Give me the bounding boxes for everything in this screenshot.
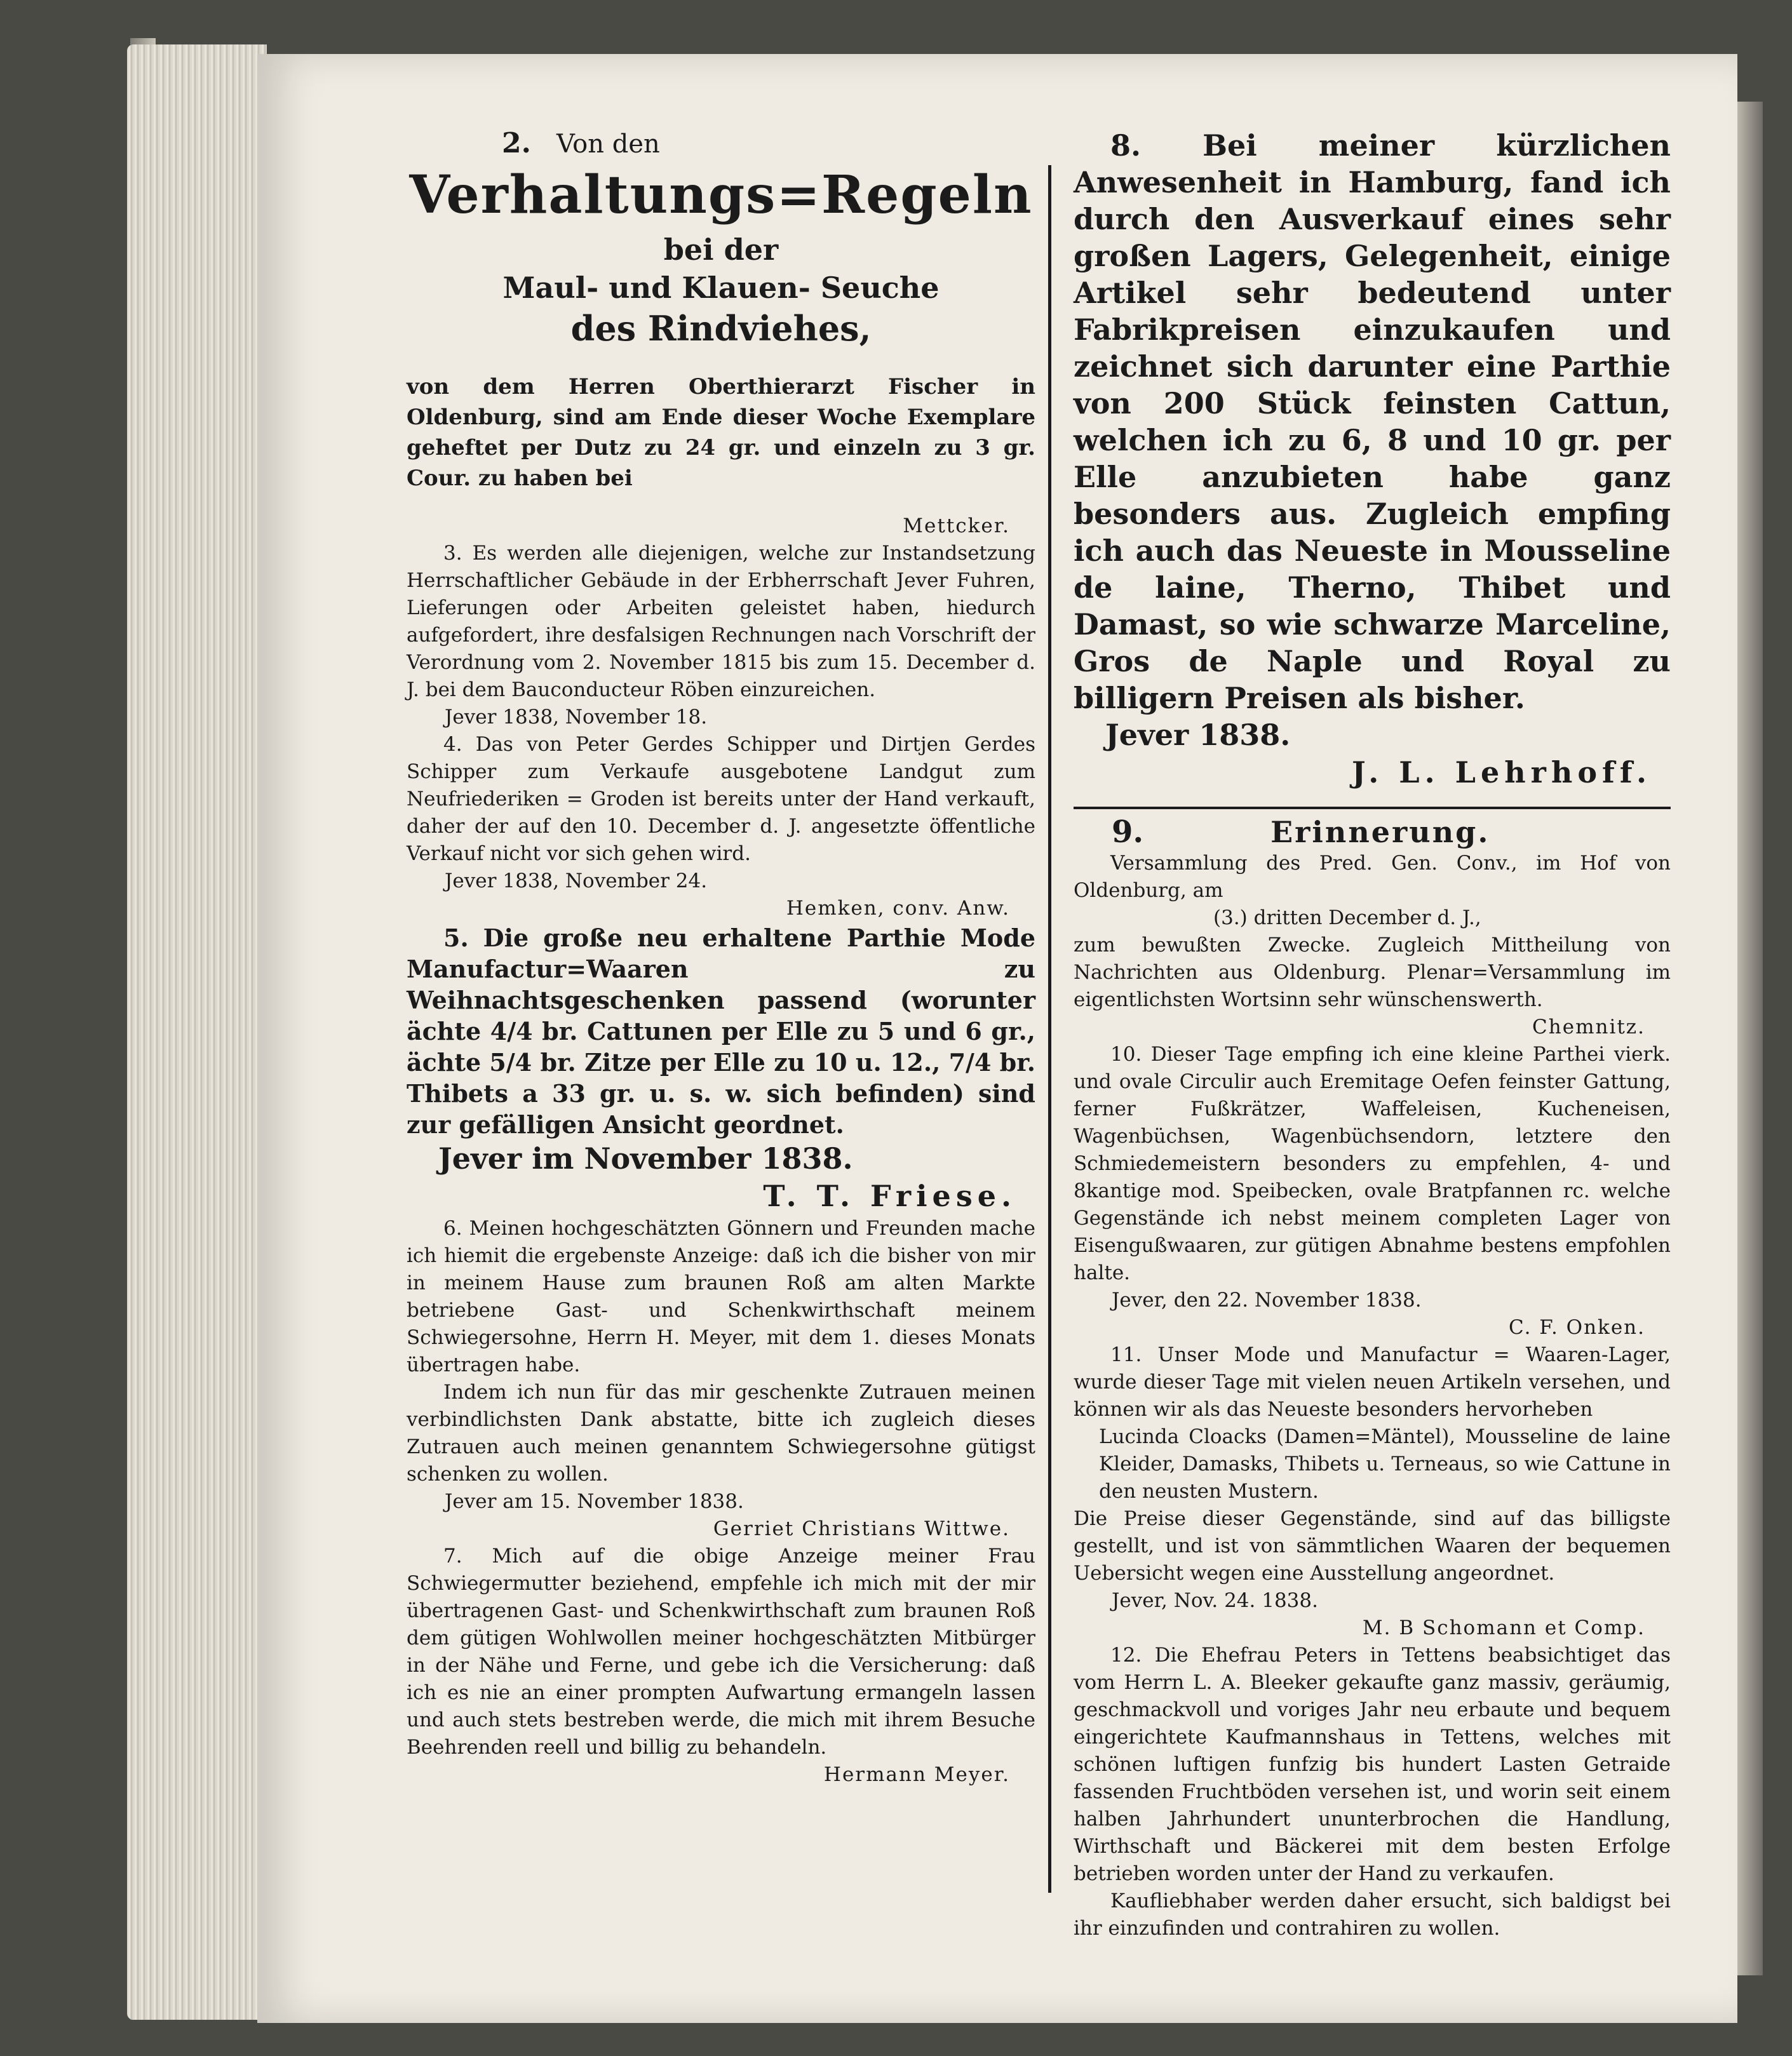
notice-place-date: Jever, den 22. November 1838. <box>1112 1289 1422 1312</box>
notice-4 <box>407 731 1035 922</box>
notice-body: 3. Es werden alle diejenigen, welche zur Instandsetzung Herrschaftlicher Gebäude in der Erbherrschaft Jever Fuhren, Lieferungen oder Arbeiten geleistet haben, hiedurch aufgefordert, ihre desfalsigen Rechnungen nach Vorschrift der Verordnung vom 2. November 1815 bis zum 15. December d. J. bei dem Bauconducteur Röben einzureichen. <box>407 542 1035 701</box>
notice-8 <box>1074 127 1671 791</box>
notice-body: 5. Die große neu erhaltene Parthie Mode Manufactur=Waaren zu Weihnachtsgeschenken passend (worunter ächte 4/4 br. Cattunen per Elle zu 5 und 6 gr., ächte 5/4 br. Zitze per Elle zu 10 u. 12., 7/4 br. Thibets a 33 gr. u. s. w. sich befinden) sind zur gefälligen Ansicht geordnet. <box>407 924 1035 1139</box>
section-rule <box>1074 807 1671 809</box>
page-right-edge <box>1737 102 1763 1975</box>
notice-10 <box>1074 1041 1671 1341</box>
notice-title: Verhaltungs=Regeln <box>409 165 1033 225</box>
notice-signature: C. F. Onken. <box>1508 1316 1645 1339</box>
notice-place-date: Jever im November 1838. <box>438 1141 853 1176</box>
notice-body-continued: Indem ich nun für das mir geschenkte Zutrauen meinen verbindlichsten Dank abstatte, bitte ich zugleich dieses Zutrauen auch meinen genanntem Schwiegersohne gütigst schenken zu wollen. <box>407 1381 1035 1486</box>
notice-5 <box>407 922 1035 1215</box>
notice-signature: T. T. Friese. <box>763 1179 1016 1213</box>
page-stack-edge <box>127 44 267 2020</box>
notice-9 <box>1074 814 1671 1041</box>
notice-signature: Mettcker. <box>903 514 1010 537</box>
notice-signature: Hermann Meyer. <box>823 1763 1010 1786</box>
notice-body: 6. Meinen hochgeschätzten Gönnern und Freunden mache ich hiemit die ergebenste Anzeige: daß ich die bisher von mir in meinem Hause zum braunen Roß am alten Markte betriebene Gast- und Schenkwirthschaft meinem Schwiegersohne, Herrn H. Meyer, mit dem 1. dieses Monats übertragen habe. <box>407 1217 1035 1376</box>
notice-place-date: Jever 1838. <box>1105 718 1291 752</box>
notice-item-list: Lucinda Cloacks (Damen=Mäntel), Mousseline de laine Kleider, Damasks, Thibets u. Terneaus, so wie Cattune in den neusten Mustern. <box>1099 1425 1671 1503</box>
column-divider <box>1048 165 1051 1893</box>
notice-number: 2. <box>502 127 531 159</box>
notice-body: 11. Unser Mode und Manufactur = Waaren-Lager, wurde dieser Tage mit vielen neuen Artikeln versehen, und können wir als das Neueste besonders hervorheben <box>1074 1343 1671 1421</box>
notice-body: 7. Mich auf die obige Anzeige meiner Frau Schwiegermutter beziehend, empfehle ich mich mit der mir übertragenen Gast- und Schenkwirthschaft zum braunen Roß dem gütigen Wohlwollen meiner hochgeschätzten Mitbürger in der Nähe und Ferne, und gebe ich die Versicherung: daß ich es nie an einer prompten Aufwartung ermangeln lassen und auch stets bestreben werde, die mich mit ihrem Besuche Beehrenden reell und billig zu behandeln. <box>407 1545 1035 1759</box>
notice-signature: Chemnitz. <box>1532 1016 1645 1038</box>
notice-body: 8. Bei meiner kürzlichen Anwesenheit in Hamburg, fand ich durch den Ausverkauf eines sehr großen Lagers, Gelegenheit, einige Artikel sehr bedeutend unter Fabrikpreisen einzukaufen und zeichnet sich darunter eine Parthie von 200 Stück feinsten Cattun, welchen ich zu 6, 8 und 10 gr. per Elle anzubieten habe ganz besonders aus. Zugleich empfing ich auch das Neueste in Mousseline de laine, Therno, Thibet und Damast, so wie schwarze Marceline, Gros de Naple und Royal zu billigern Preisen als bisher. <box>1074 128 1671 715</box>
notice-body-continued: Kaufliebhaber werden daher ersucht, sich baldigst bei ihr einzufinden und contrahiren zu wollen. <box>1074 1890 1671 1940</box>
notice-number: 9. <box>1112 814 1144 850</box>
notice-date: (3.) dritten December d. J., <box>1213 906 1481 929</box>
notice-6 <box>407 1215 1035 1543</box>
notice-title: Erinnerung. <box>1270 815 1490 849</box>
notice-3 <box>407 540 1035 731</box>
notice-lead: Von den <box>556 130 660 159</box>
notice-body: 10. Dieser Tage empfing ich eine kleine Parthei vierk. und ovale Circulir auch Eremitage Oefen feinster Gattung, ferner Fußkrätzer, Waffeleisen, Kucheneisen, Wagenbüchsen, Wagenbüchsendorn, letztere den Schmiedemeistern besonders zu empfehlen, 4- und 8kantige mod. Speibecken, ovale Bratpfannen rc. welche Gegenstände ich nebst meinem completen Lager von Eisengußwaaren, zur gütigen Abnahme bestens empfohlen halte. <box>1074 1043 1671 1284</box>
notice-subtitle-2: Maul- und Klauen- Seuche <box>502 271 940 305</box>
notice-2 <box>407 127 1035 540</box>
notice-signature: Gerriet Christians Wittwe. <box>713 1517 1010 1540</box>
notice-7 <box>407 1543 1035 1789</box>
notice-body: Versammlung des Pred. Gen. Conv., im Hof von Oldenburg, am <box>1074 852 1671 902</box>
notice-11 <box>1074 1341 1671 1642</box>
notice-body-continued: Die Preise dieser Gegenstände, sind auf das billigste gestellt, und ist von sämmtlichen Waaren der bequemen Uebersicht wegen eine Ausstellung angeordnet. <box>1074 1507 1671 1585</box>
notice-body: 4. Das von Peter Gerdes Schipper und Dirtjen Gerdes Schipper zum Verkaufe ausgebotene Landgut zum Neufriederiken = Groden ist bereits unter der Hand verkauft, daher der auf den 10. December d. J. angesetzte öffentliche Verkauf nicht vor sich gehen wird. <box>407 733 1035 865</box>
notice-signature: Hemken, conv. Anw. <box>786 897 1010 920</box>
notice-subtitle-3: des Rindviehes, <box>570 308 872 349</box>
notice-place-date: Jever am 15. November 1838. <box>445 1490 744 1513</box>
notice-signature: J. L. Lehrhoff. <box>1352 755 1652 789</box>
notice-body: 12. Die Ehefrau Peters in Tettens beabsichtiget das vom Herrn L. A. Bleeker gekaufte ganz massiv, geräumig, geschmackvoll und voriges Jahr neu erbaute und bequem eingerichtete Kaufmannshaus in Tettens, welches mit schönen luftigen funfzig bis hundert Lasten Getraide fassenden Fruchtböden versehen ist, und worin seit einem halben Jahrhundert ununterbrochen die Handlung, Wirthschaft und Bäckerei mit dem besten Erfolge betrieben worden unter der Hand zu verkaufen. <box>1074 1644 1671 1885</box>
notice-subtitle-1: bei der <box>663 232 779 267</box>
notice-place-date: Jever 1838, November 18. <box>445 706 708 729</box>
notice-place-date: Jever, Nov. 24. 1838. <box>1112 1589 1318 1612</box>
notice-signature: M. B Schomann et Comp. <box>1362 1616 1645 1639</box>
notice-body-continued: zum bewußten Zwecke. Zugleich Mittheilung von Nachrichten aus Oldenburg. Plenar=Versammlung im eigentlichsten Wortsinn sehr wünschenswerth. <box>1074 934 1671 1011</box>
notice-body: von dem Herren Oberthierarzt Fischer in Oldenburg, sind am Ende dieser Woche Exemplare geheftet per Dutz zu 24 gr. und einzeln zu 3 gr. Cour. zu haben bei <box>407 374 1035 491</box>
notice-12 <box>1074 1642 1671 1942</box>
left-column <box>407 127 1035 1789</box>
right-column <box>1074 127 1671 1942</box>
notice-place-date: Jever 1838, November 24. <box>445 870 708 892</box>
